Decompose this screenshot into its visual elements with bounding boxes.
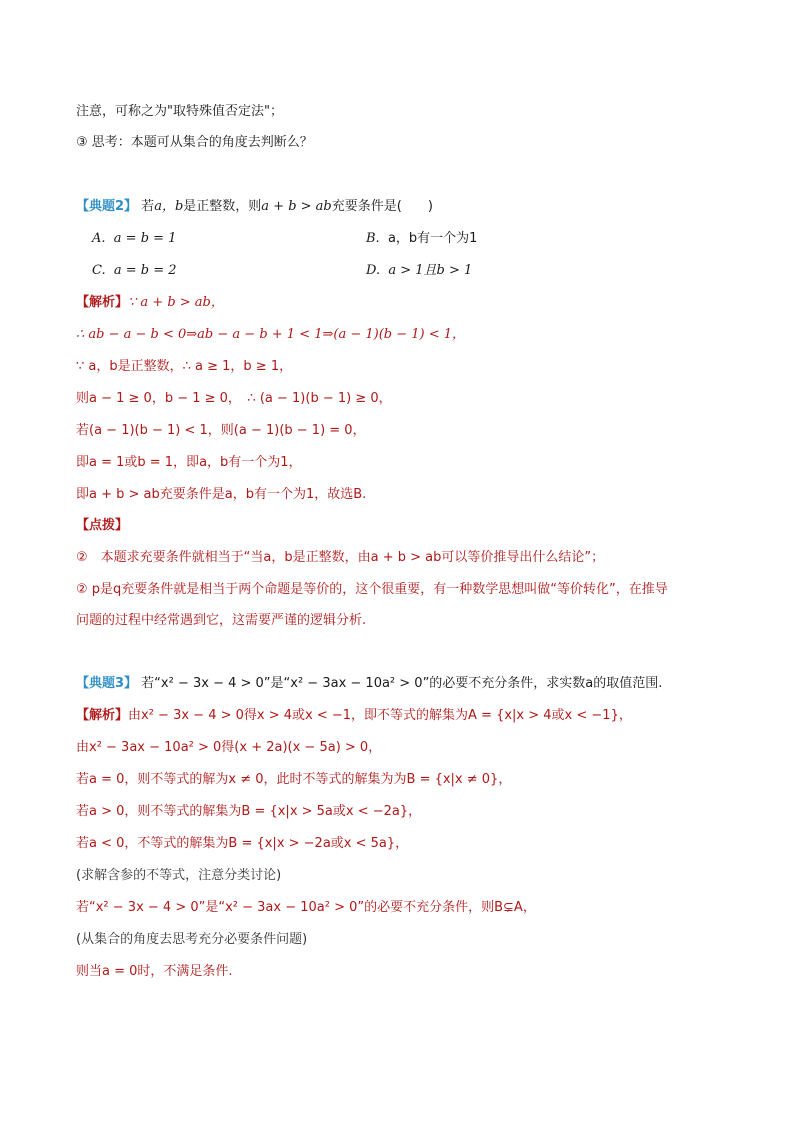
ex2-tip-label: 【点拨】: [76, 518, 129, 533]
ex3-question: [76, 674, 662, 694]
ex2-option-c: [92, 261, 177, 281]
ex3-analysis-line-3: 若a > 0，则不等式的解集为B = {x|x > 5a或x < −2a}，: [76, 804, 422, 819]
ex3-analysis-first: [76, 706, 632, 726]
ex3-analysis-line-1: 由x² − 3ax − 10a² > 0得(x + 2a)(x − 5a) > 0，: [76, 740, 382, 755]
ex2-analysis-line-4: 若(a − 1)(b − 1) < 1，则(a − 1)(b − 1) = 0，: [76, 423, 366, 438]
ex2-analysis-line-2: ∵ a，b是正整数，∴ a ≥ 1，b ≥ 1，: [76, 359, 293, 374]
ex2-analysis-first-text: ∵ a + b > ab，: [128, 295, 224, 310]
ex2-q-b: a，b: [154, 199, 184, 214]
option-letter: A.: [92, 231, 106, 246]
ex2-analysis-label: 【解析】: [76, 295, 129, 310]
ex2-analysis-line-3: 则a − 1 ≥ 0，b − 1 ≥ 0， ∴ (a − 1)(b − 1) ≥ 0，: [76, 391, 392, 406]
ex2-tip-2: ② p是q充要条件就是相当于两个命题是等价的，这个很重要，有一种数学思想叫做“等价转化”，在推导: [76, 582, 668, 597]
ex3-analysis-line-6: 若“x² − 3x − 4 > 0”是“x² − 3ax − 10a² > 0”的必要不充分条件，则B⊊A，: [76, 900, 536, 915]
option-text: a > 1且b > 1: [388, 263, 473, 278]
ex2-tip-3: 问题的过程中经常遇到它，这需要严谨的逻辑分析.: [76, 613, 367, 628]
option-text: a = b = 1: [113, 231, 177, 246]
ex2-tag: 【典题2】: [76, 199, 138, 214]
ex3-analysis-line-2: 若a = 0，则不等式的解为x ≠ 0，此时不等式的解集为为B = {x|x ≠ 0}，: [76, 772, 512, 787]
ex3-analysis-label: 【解析】: [76, 708, 129, 723]
intro-note: 注意，可称之为"取特殊值否定法"；: [76, 104, 283, 119]
ex3-analysis-line-5: (求解含参的不等式，注意分类讨论): [76, 868, 282, 883]
option-text: a = b = 2: [113, 263, 177, 278]
ex3-analysis-first-text: 由x² − 3x − 4 > 0得x > 4或x < −1，即不等式的解集为A = {x|x > 4或x < −1}，: [128, 708, 632, 723]
ex3-question-text: 若“x² − 3x − 4 > 0”是“x² − 3ax − 10a² > 0”的必要不充分条件，求实数a的取值范围.: [137, 676, 663, 691]
ex2-q-e: 充要条件是( ): [331, 199, 433, 214]
ex2-option-d: [366, 261, 472, 281]
option-letter: B.: [366, 231, 380, 246]
ex3-analysis-line-4: 若a < 0，不等式的解集为B = {x|x > −2a或x < 5a}，: [76, 836, 409, 851]
ex2-tip-1: ② 本题求充要条件就相当于“当a，b是正整数，由a + b > ab可以等价推导出什么结论”；: [76, 550, 605, 565]
ex3-analysis-line-8: 则当a = 0时，不满足条件.: [76, 964, 233, 979]
ex2-option-a: [92, 229, 176, 249]
ex2-analysis-line-6: 即a + b > ab充要条件是a，b有一个为1，故选B.: [76, 487, 367, 502]
ex2-question: [76, 197, 433, 217]
ex2-q-d: a + b > ab: [261, 199, 332, 214]
ex3-tag: 【典题3】: [76, 676, 138, 691]
option-text: a，b有一个为1: [387, 231, 478, 246]
ex2-q-a: 若: [137, 199, 155, 214]
intro-think: ③ 思考：本题可从集合的角度去判断么？: [76, 135, 313, 150]
ex2-q-c: 是正整数，则: [183, 199, 262, 214]
option-letter: D.: [366, 263, 381, 278]
ex2-analysis-first: [76, 293, 224, 313]
ex3-analysis-line-7: (从集合的角度去思考充分必要条件问题): [76, 932, 308, 947]
ex2-option-b: [366, 229, 477, 249]
option-letter: C.: [92, 263, 106, 278]
ex2-analysis-line-5: 即a = 1或b = 1，即a，b有一个为1，: [76, 455, 302, 470]
ex2-analysis-line-1: ∴ ab − a − b < 0⇒ab − a − b + 1 < 1⇒(a − 1)(b − 1) < 1，: [76, 327, 466, 342]
